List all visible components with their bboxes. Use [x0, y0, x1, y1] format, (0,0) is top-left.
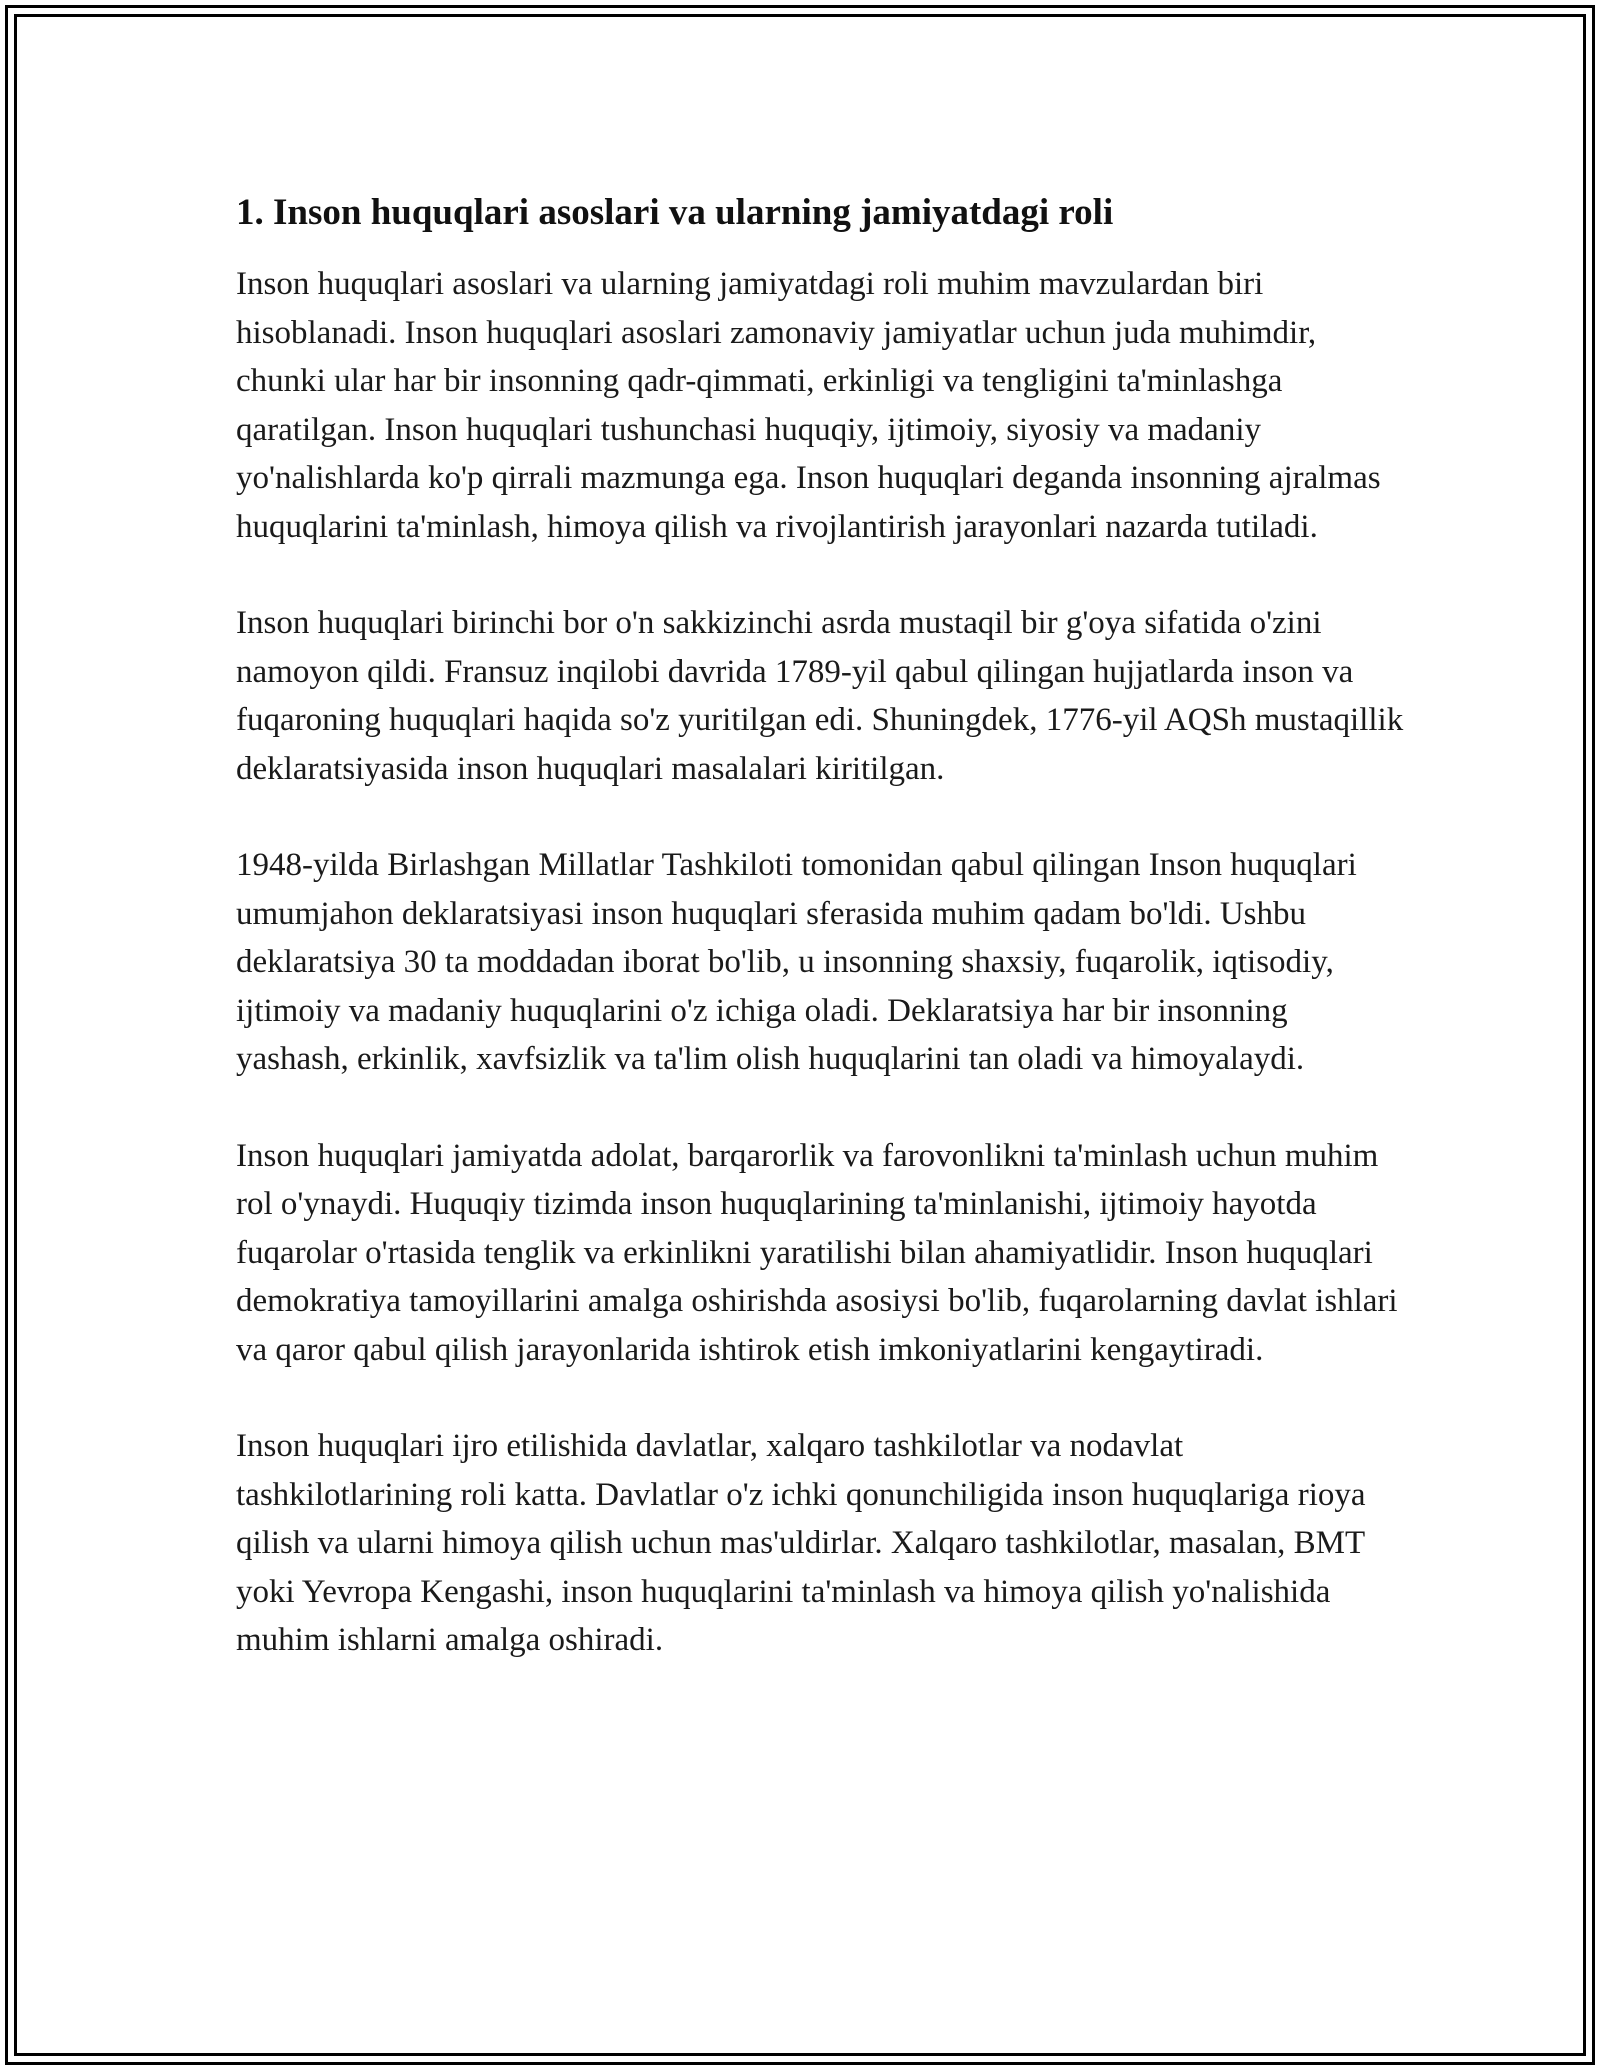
paragraph-5: Inson huquqlari ijro etilishida davlatlar, xalqaro tashkilotlar va nodavlat tashkilotlarining roli katta. Davlatlar o'z ichki qonunchiligida inson huquqlariga rioya qilish va ularni himoya qilish uchun mas'uldirlar. Xalqaro tashkilotlar, masalan, BMT yoki Yevropa Kengashi, inson huquqlarini ta'minlash va himoya qilish yo'nalishida muhim ishlarni amalga oshiradi. — [236, 1428, 1366, 1658]
paragraph-3: 1948-yilda Birlashgan Millatlar Tashkiloti tomonidan qabul qilingan Inson huquqlari umumjahon deklaratsiyasi inson huquqlari sferasida muhim qadam bo'ldi. Ushbu deklaratsiya 30 ta moddadan iborat bo'lib, u insonning shaxsiy, fuqarolik, iqtisodiy, ijtimoiy va madaniy huquqlarini o'z ichiga oladi. Deklaratsiya har bir insonning yashash, erkinlik, xavfsizlik va ta'lim olish huquqlarini tan oladi va himoyalaydi. — [236, 847, 1357, 1077]
section-heading: 1. Inson huquqlari asoslari va ularning jamiyatdagi roli — [236, 192, 1114, 233]
paragraph-4: Inson huquqlari jamiyatda adolat, barqarorlik va farovonlikni ta'minlash uchun muhim rol o'ynaydi. Huquqiy tizimda inson huquqlarining ta'minlanishi, ijtimoiy hayotda fuqarolar o'rtasida tenglik va erkinlikni yaratilishi bilan ahamiyatlidir. Inson huquqlari demokratiya tamoyillarini amalga oshirishda asosiysi bo'lib, fuqarolarning davlat ishlari va qaror qabul qilish jarayonlarida ishtirok etish imkoniyatlarini kengaytiradi. — [236, 1137, 1398, 1368]
document-body — [236, 188, 1406, 1713]
paragraph-1: Inson huquqlari asoslari va ularning jamiyatdagi roli muhim mavzulardan biri hisoblanadi. Inson huquqlari asoslari zamonaviy jamiyatlar uchun juda muhimdir, chunki ular har bir insonning qadr-qimmati, erkinligi va tengligini ta'minlashga qaratilgan. Inson huquqlari tushunchasi huquqiy, ijtimoiy, siyosiy va madaniy yo'nalishlarda ko'p qirrali mazmunga ega. Inson huquqlari deganda insonning ajralmas huquqlarini ta'minlash, himoya qilish va rivojlantirish jarayonlari nazarda tutiladi. — [236, 266, 1381, 545]
paragraph-2: Inson huquqlari birinchi bor o'n sakkizinchi asrda mustaqil bir g'oya sifatida o'zini namoyon qildi. Fransuz inqilobi davrida 1789-yil qabul qilingan hujjatlarda inson va fuqaroning huquqlari haqida so'z yuritilgan edi. Shuningdek, 1776-yil AQSh mustaqillik deklaratsiyasida inson huquqlari masalalari kiritilgan. — [236, 605, 1404, 787]
